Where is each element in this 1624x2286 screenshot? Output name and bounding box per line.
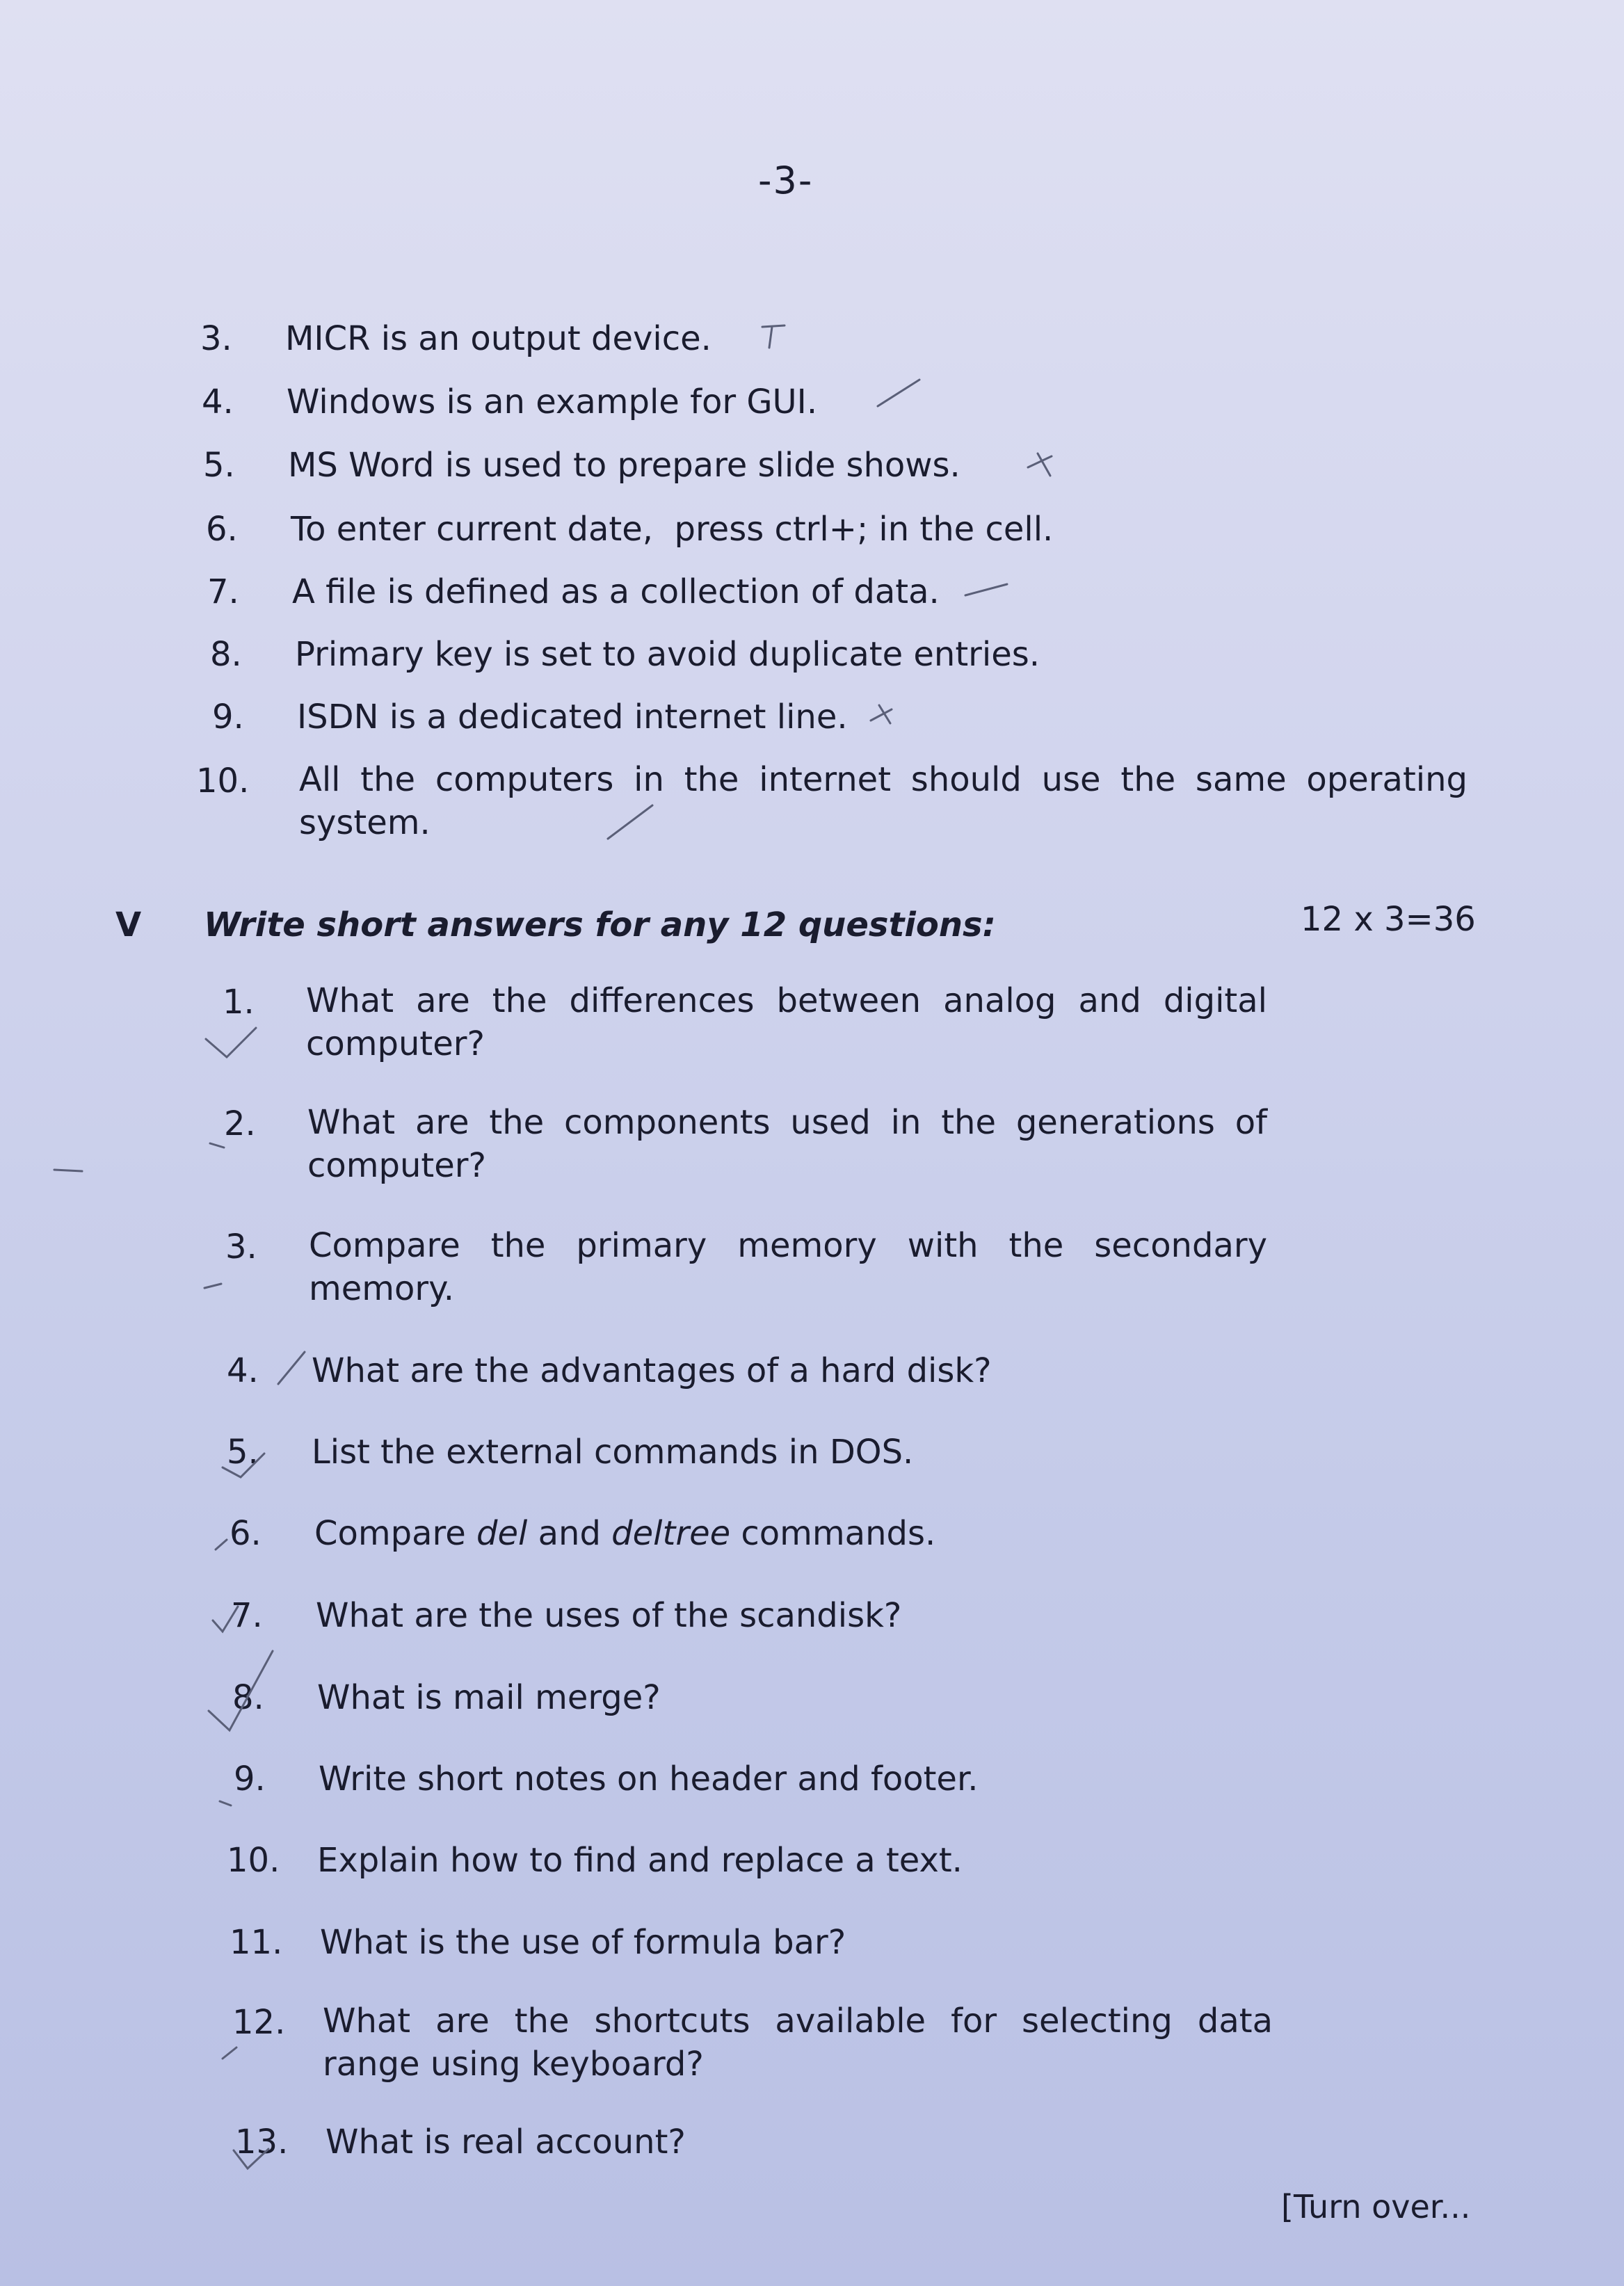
pencil-tick-icon bbox=[965, 584, 1007, 595]
question-text-part: commands. bbox=[730, 1514, 936, 1553]
question-text: What is mail merge? bbox=[317, 1678, 661, 1717]
pencil-check-icon bbox=[209, 1651, 273, 1730]
turn-over-note: [Turn over... bbox=[1281, 2188, 1471, 2225]
question-text-part: Compare bbox=[314, 1514, 476, 1553]
item-number: 6. bbox=[206, 510, 238, 549]
question-number: 4. bbox=[227, 1351, 259, 1390]
question-text: What are the components used in the generations of computer? bbox=[307, 1103, 1267, 1185]
question-text: Compare the primary memory with the secondary memory. bbox=[309, 1226, 1267, 1308]
item-text: MICR is an output device. bbox=[285, 319, 711, 358]
question-number: 6. bbox=[230, 1514, 262, 1553]
question-text: What are the advantages of a hard disk? bbox=[312, 1351, 992, 1390]
question-text: Write short notes on header and footer. bbox=[319, 1760, 979, 1798]
question-number: 9. bbox=[234, 1760, 266, 1798]
question-number: 5. bbox=[227, 1433, 259, 1472]
question-number: 2. bbox=[224, 1104, 256, 1143]
pencil-mark-icon bbox=[210, 1143, 224, 1148]
item-number: 4. bbox=[202, 383, 234, 421]
item-number: 9. bbox=[212, 698, 244, 736]
page-number: -3- bbox=[758, 159, 814, 202]
question-text: What is real account? bbox=[325, 2123, 686, 2162]
question-number: 13. bbox=[235, 2123, 289, 2162]
pencil-mark-icon bbox=[204, 1284, 221, 1288]
section-marks: 12 x 3=36 bbox=[1301, 900, 1476, 939]
pencil-mark-icon bbox=[220, 1801, 231, 1805]
item-text: ISDN is a dedicated internet line. bbox=[297, 698, 848, 736]
item-number: 3. bbox=[200, 319, 232, 358]
command-deltree: deltree bbox=[611, 1514, 731, 1553]
question-number: 1. bbox=[223, 983, 255, 1022]
question-number: 11. bbox=[230, 1923, 283, 1962]
question-number: 8. bbox=[232, 1678, 264, 1717]
command-del: del bbox=[476, 1514, 528, 1553]
question-text-part: and bbox=[527, 1514, 612, 1553]
question-number: 10. bbox=[227, 1841, 280, 1880]
question-number: 7. bbox=[231, 1596, 263, 1635]
item-text: MS Word is used to prepare slide shows. bbox=[288, 446, 960, 485]
pencil-tick-icon bbox=[278, 1352, 305, 1384]
item-number: 5. bbox=[203, 446, 235, 485]
pencil-tick-icon bbox=[608, 805, 652, 839]
pencil-mark-icon bbox=[1028, 453, 1052, 476]
question-text: Explain how to find and replace a text. bbox=[317, 1841, 963, 1880]
pencil-mark-icon bbox=[216, 1540, 227, 1550]
section-number: V bbox=[115, 905, 142, 944]
pencil-check-icon bbox=[213, 1607, 238, 1632]
question-text: List the external commands in DOS. bbox=[312, 1433, 914, 1472]
question-text: What is the use of formula bar? bbox=[320, 1923, 846, 1962]
item-text: To enter current date, press ctrl+; in the cell. bbox=[291, 510, 1054, 549]
item-number: 10. bbox=[196, 762, 250, 800]
pencil-tick-icon bbox=[878, 380, 919, 406]
pencil-mark-icon bbox=[54, 1170, 82, 1171]
pencil-check-icon bbox=[234, 2149, 268, 2168]
pencil-check-icon bbox=[206, 1028, 256, 1057]
item-number: 8. bbox=[210, 635, 242, 674]
item-number: 7. bbox=[207, 572, 239, 611]
item-text: All the computers in the internet should use the same operating system. bbox=[299, 760, 1468, 842]
item-text: Windows is an example for GUI. bbox=[287, 383, 818, 421]
item-text: Primary key is set to avoid duplicate entries. bbox=[295, 635, 1040, 674]
pencil-mark-icon bbox=[223, 2047, 236, 2059]
section-title: Write short answers for any 12 questions: bbox=[204, 905, 996, 944]
item-text: A file is defined as a collection of data. bbox=[292, 572, 940, 611]
question-text: What are the uses of the scandisk? bbox=[316, 1596, 902, 1635]
question-text: What are the differences between analog and digital computer? bbox=[306, 981, 1267, 1063]
pencil-check-icon bbox=[223, 1454, 264, 1477]
question-number: 3. bbox=[225, 1227, 257, 1266]
question-number: 12. bbox=[232, 2003, 286, 2042]
question-text: What are the shortcuts available for selecting data range using keyboard? bbox=[323, 2002, 1273, 2084]
pencil-mark-icon bbox=[871, 705, 892, 723]
pencil-mark-icon bbox=[762, 325, 785, 348]
